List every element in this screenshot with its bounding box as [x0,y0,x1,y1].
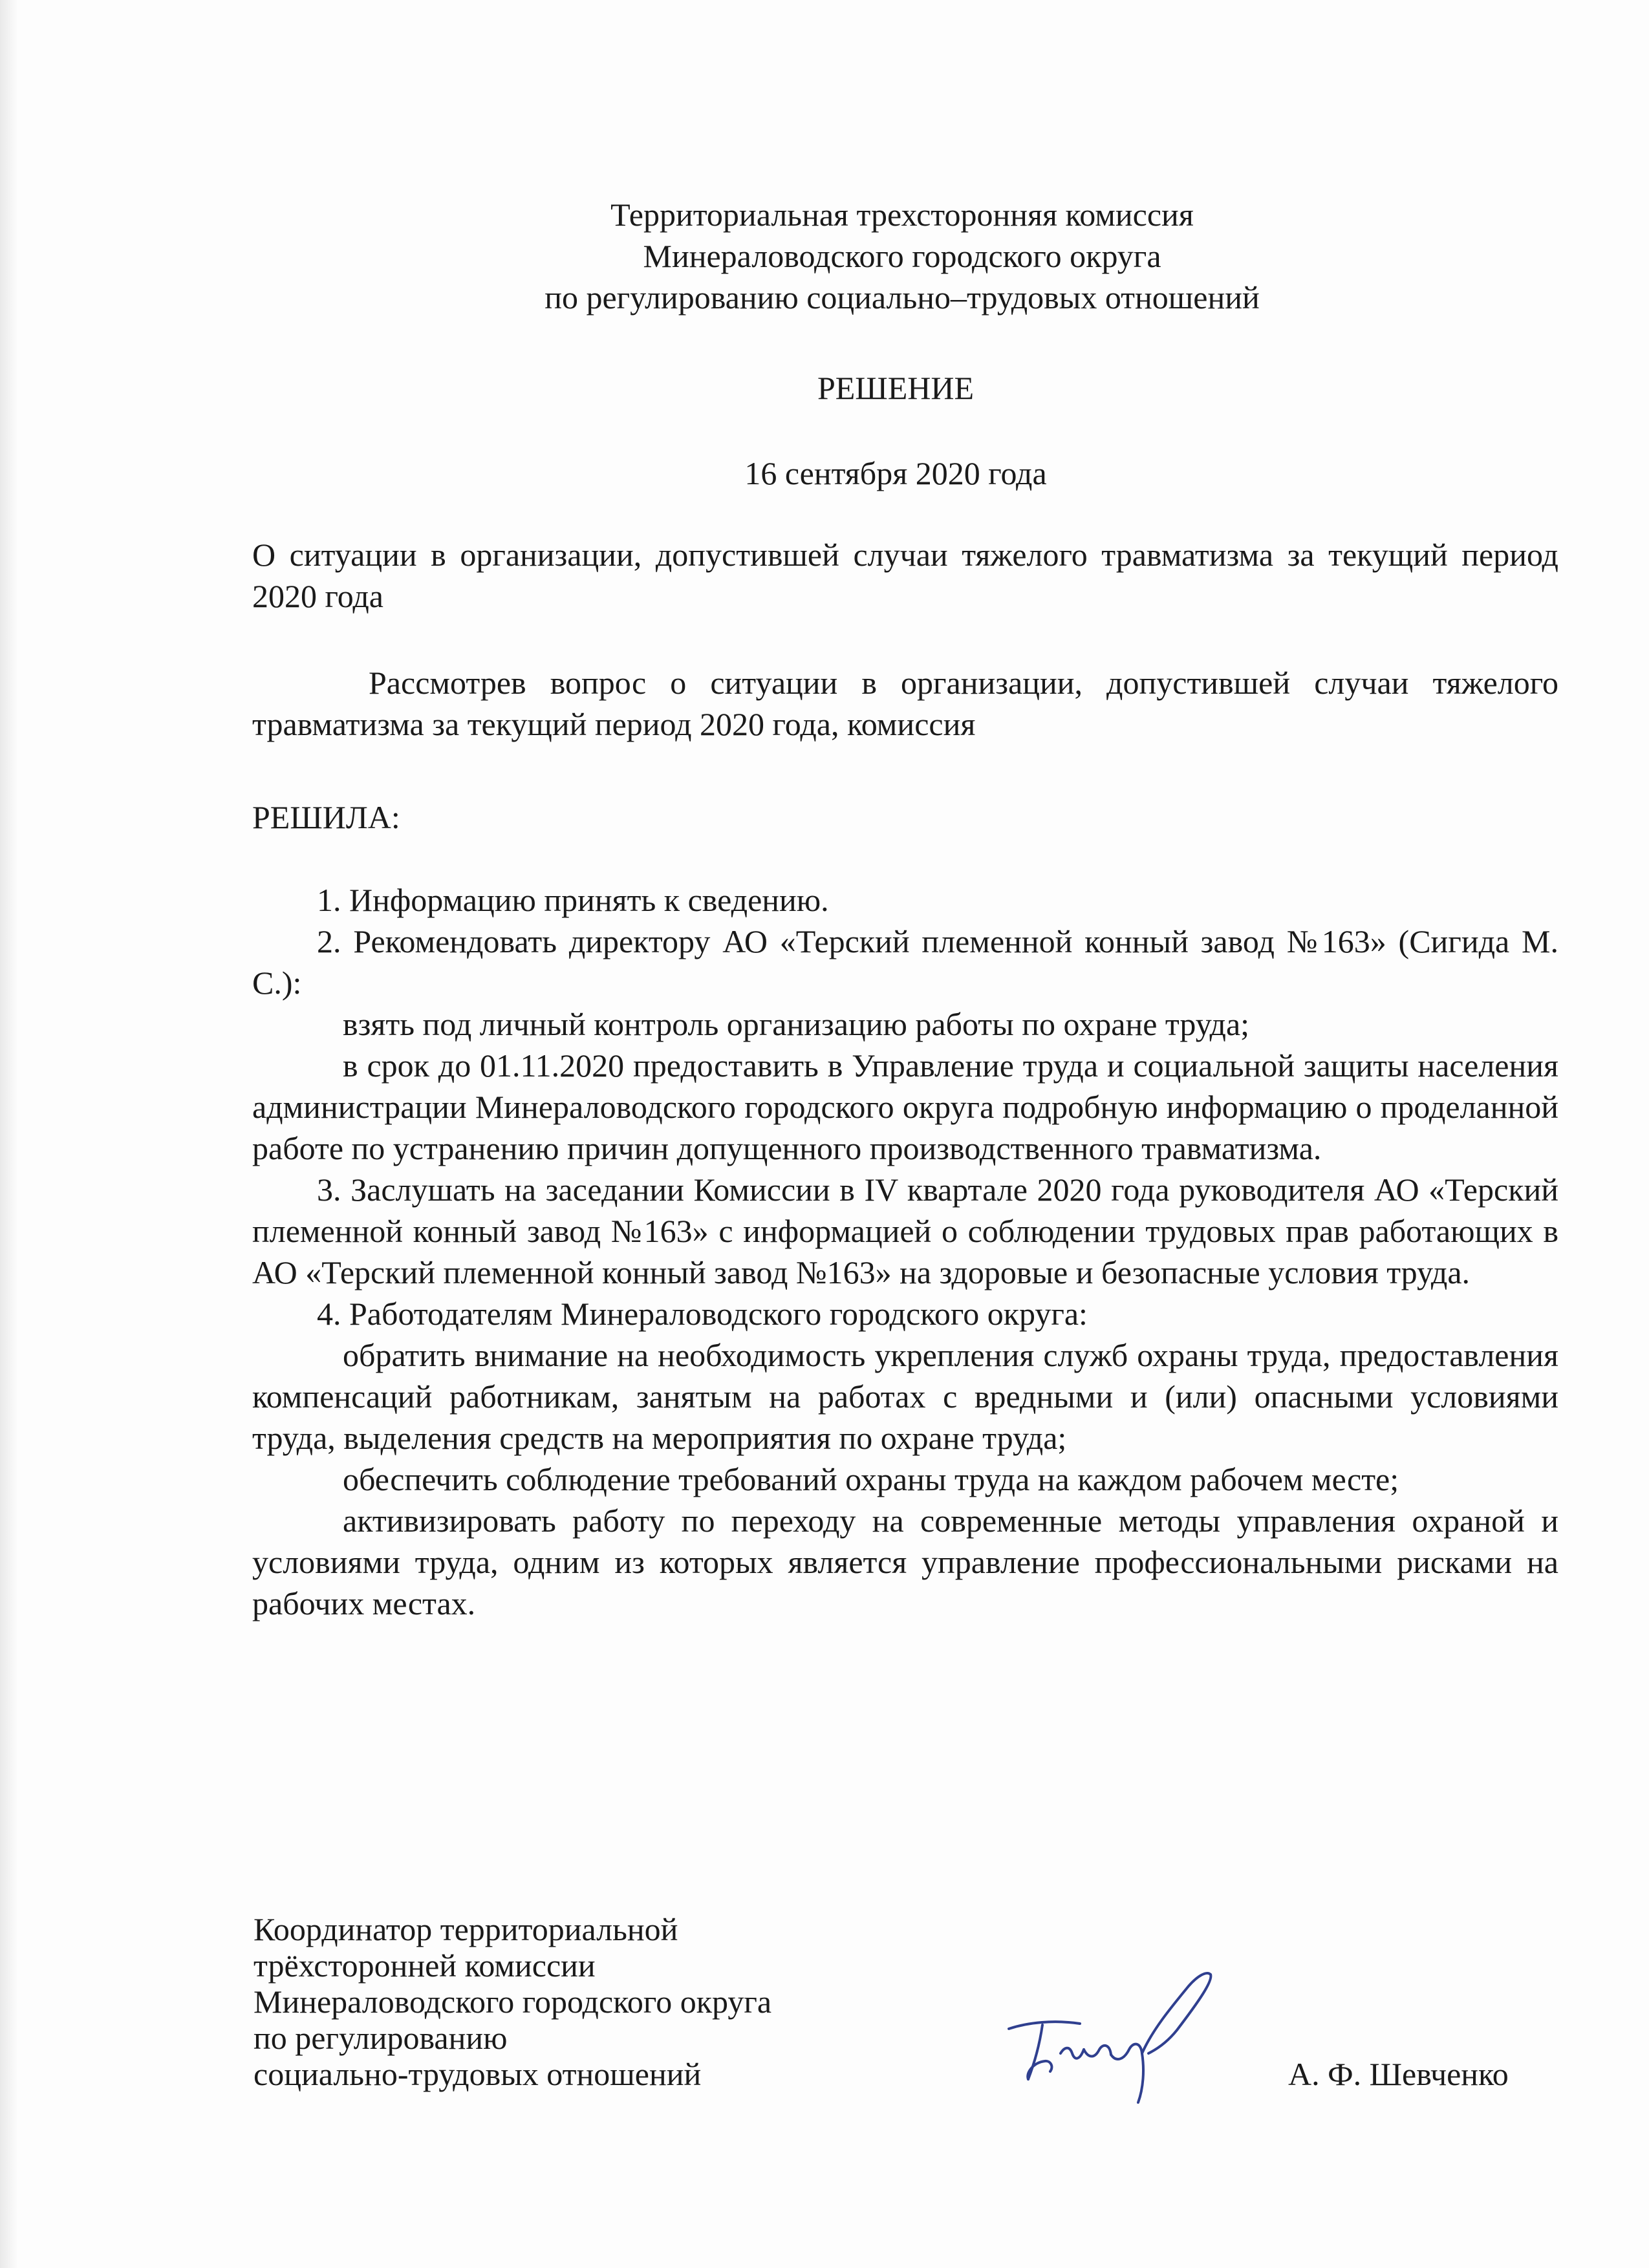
decided-text: РЕШИЛА: [252,799,400,835]
subject-text: О ситуации в организации, допустившей случаи тяжелого травматизма за текущий период 2020 года [252,537,1558,614]
decision-item-1: 1. Информацию принять к сведению. [317,882,829,918]
decision-item-2: 2. Рекомендовать директору АО «Терский племенной конный завод №163» (Сигида М. С.): [252,923,1558,1001]
decision-date: 16 сентября 2020 года [744,455,1047,491]
decision-item-2-sub-1: взять под личный контроль организацию работы по охране труда; [343,1006,1250,1042]
signatory-line-4: по регулированию [253,2020,508,2056]
handwritten-signature-icon [983,1952,1255,2108]
header-line-2: Минераловодского городского округа [643,238,1161,274]
signatory-line-2: трёхсторонней комиссии [253,1947,596,1984]
header-line-1: Территориальная трехсторонняя комиссия [610,197,1194,233]
decision-item-4-sub-3: активизировать работу по переходу на современные методы управления охраной и условиями труда, одним из которых является управление профессиональными рисками на рабочих местах. [252,1503,1558,1621]
decision-subject [252,534,1558,617]
signatory-line-1: Координатор территориальной [253,1911,678,1947]
decided-label [252,797,1558,838]
preamble-text: Рассмотрев вопрос о ситуации в организации, допустившей случаи тяжелого травматизма за текущий период 2020 года, комиссия [252,665,1558,742]
decision-items [252,879,1558,1624]
header-line-3: по регулированию социально–трудовых отношений [544,279,1260,316]
scan-edge-shadow [0,0,18,2268]
preamble [252,662,1558,745]
decision-item-4-sub-2: обеспечить соблюдение требований охраны труда на каждом рабочем месте; [343,1461,1399,1497]
commission-header [78,194,1649,318]
signatory-line-3: Минераловодского городского округа [253,1984,772,2020]
signatory-name: А. Ф. Шевченко [1288,2056,1509,2092]
document-type-title: РЕШЕНИЕ [817,370,975,406]
signatory-line-5: социально-трудовых отношений [253,2056,702,2092]
signatory-title [253,1911,771,2092]
decision-item-2-sub-2: в срок до 01.11.2020 предоставить в Управление труда и социальной защиты населения администрации Минераловодского городского округа подробную информацию о проделанной работе по устранению причин допущенного производственного травматизма. [252,1047,1558,1166]
decision-item-4: 4. Работодателям Минераловодского городского округа: [317,1296,1088,1332]
decision-item-4-sub-1: обратить внимание на необходимость укрепления служб охраны труда, предоставления компенсаций работникам, занятым на работах с вредными и (или) опасными условиями труда, выделения средств на мероприятия по охране труда; [252,1337,1558,1456]
decision-item-3: 3. Заслушать на заседании Комиссии в IV квартале 2020 года руководителя АО «Терский племенной конный завод №163» с информацией о соблюдении трудовых прав работающих в АО «Терский племенной конный завод №163» на здоровые и безопасные условия труда. [252,1171,1558,1290]
